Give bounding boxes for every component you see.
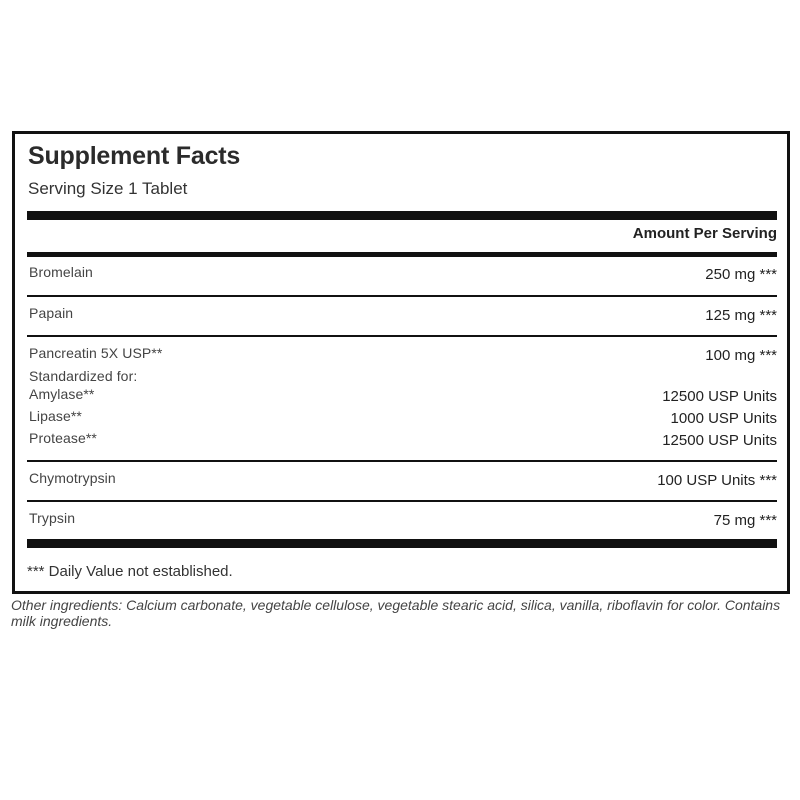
ingredient-name: Chymotrypsin — [29, 470, 116, 486]
supplement-facts-panel — [12, 131, 790, 594]
ingredient-name: Amylase** — [29, 386, 95, 402]
ingredient-amount: 250 mg *** — [705, 266, 777, 283]
ingredient-amount: 100 USP Units *** — [657, 472, 777, 489]
ingredient-amount: 100 mg *** — [705, 347, 777, 364]
serving-size: Serving Size 1 Tablet — [28, 179, 188, 198]
ingredient-name: Bromelain — [29, 264, 93, 280]
standardized-label: Standardized for: — [29, 368, 138, 384]
thick-divider-bottom — [27, 539, 777, 548]
amount-per-serving-header: Amount Per Serving — [632, 225, 777, 242]
ingredient-name: Trypsin — [29, 510, 76, 526]
row-divider — [27, 460, 777, 462]
row-divider — [27, 335, 777, 337]
ingredient-name: Papain — [29, 305, 74, 321]
ingredient-amount: 12500 USP Units — [662, 388, 777, 405]
ingredient-amount: 1000 USP Units — [670, 410, 777, 427]
ingredient-name: Lipase** — [29, 408, 82, 424]
row-divider — [27, 295, 777, 297]
medium-divider-header — [27, 252, 777, 257]
ingredient-name: Protease** — [29, 430, 97, 446]
thick-divider-top — [27, 211, 777, 220]
panel-title: Supplement Facts — [28, 142, 241, 170]
daily-value-footnote: *** Daily Value not established. — [27, 563, 233, 580]
ingredient-amount: 125 mg *** — [705, 307, 777, 324]
ingredient-amount: 75 mg *** — [713, 512, 777, 529]
row-divider — [27, 500, 777, 502]
ingredient-amount: 12500 USP Units — [662, 432, 777, 449]
ingredient-name: Pancreatin 5X USP** — [29, 345, 163, 361]
other-ingredients: Other ingredients: Calcium carbonate, vegetable cellulose, vegetable stearic acid, silica, vanilla, riboflavin for color. Contains milk ingredients. — [11, 597, 781, 629]
